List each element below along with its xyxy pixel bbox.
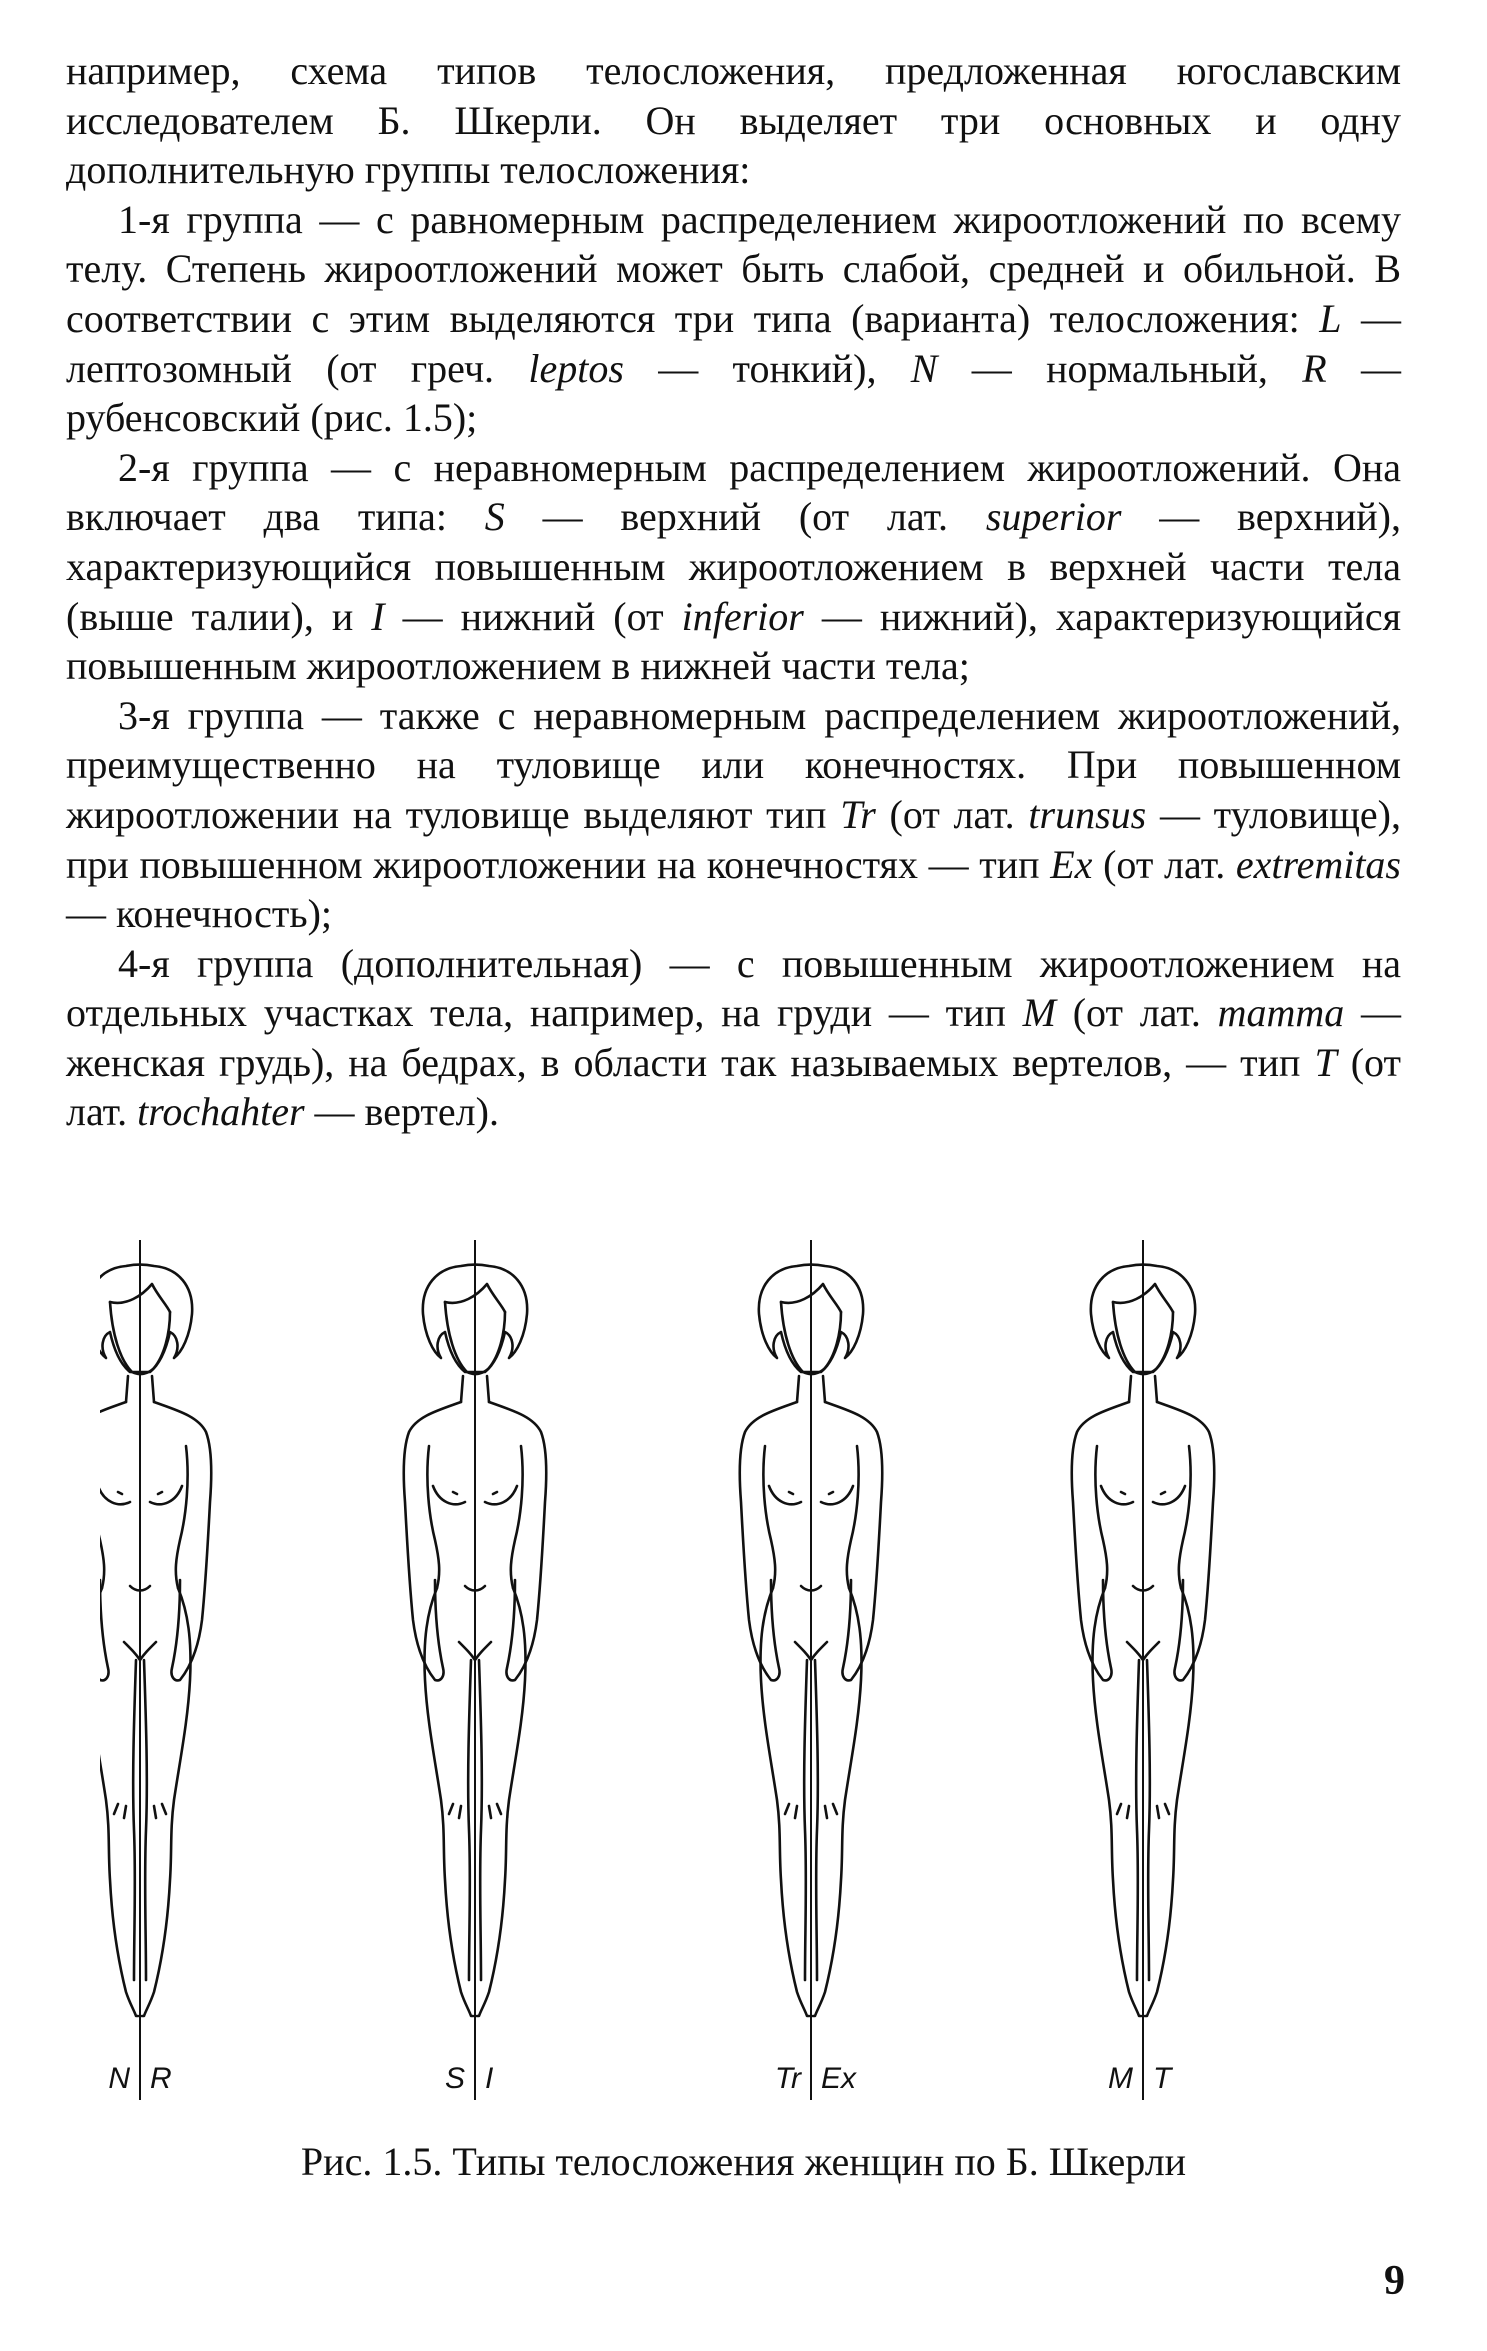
type-symbol-ex: Ex: [1050, 841, 1093, 887]
label-s: S: [444, 2062, 465, 2095]
text-run: (от лат.: [1092, 841, 1236, 887]
text-run: — верхний (от лат.: [504, 494, 986, 540]
page-number: 9: [1384, 2258, 1405, 2304]
type-symbol-t: T: [1314, 1039, 1337, 1085]
text-run: — верхний), характеризующийся повышенным жироотложением в верхней части тела (выше талии), и: [66, 494, 1401, 639]
figure-mamma-trochanter: [1072, 1240, 1214, 2100]
text-run: — женская грудь), на бедрах, в области так называемых вертелов, — тип: [66, 990, 1402, 1085]
label-i: I: [485, 2062, 494, 2095]
type-symbol-n: N: [910, 345, 938, 391]
term-leptos: leptos: [528, 345, 624, 391]
text-run: 3-я группа — также с неравномерным распределением жироотложений, преимущественно на туловище или конечностях. При повышенном жироотложении на туловище выделяют тип: [66, 692, 1401, 837]
term-inferior: inferior: [681, 593, 804, 639]
text-run: 1-я группа — с равномерным распределением жироотложений по всему телу. Степень жироотложений может быть слабой, средней и обильной. В соответствии с этим выделяются три типа (варианта) телосложения:: [66, 196, 1401, 341]
text-run: (от лат.: [875, 791, 1029, 837]
text-run: — нижний), характеризующийся повышенным жироотложением в нижней части тела;: [66, 593, 1401, 689]
body-types-figure: [100, 1240, 1400, 2100]
text-run: — рубенсовский (рис. 1.5);: [66, 345, 1401, 441]
term-extremitas: extremitas: [1235, 841, 1401, 887]
text-run: — лептозомный (от греч.: [66, 295, 1401, 391]
paragraph-group-3: [66, 691, 1401, 939]
label-m: M: [1108, 2062, 1133, 2095]
type-symbol-s: S: [484, 494, 505, 540]
text-run: — вертел).: [304, 1089, 499, 1135]
type-symbol-l: L: [1319, 295, 1342, 341]
text-run: — нормальный,: [937, 345, 1303, 391]
figure-superior-inferior: [404, 1240, 546, 2100]
paragraph-intro: например, схема типов телосложения, предложенная югославским исследователем Б. Шкерли. Он выделяет три основных и одну дополнительную группы телосложения:: [66, 48, 1401, 193]
text-run: — тонкий),: [623, 345, 911, 391]
type-symbol-tr: Tr: [840, 791, 876, 837]
figure-caption: Рис. 1.5. Типы телосложения женщин по Б. Шкерли: [300, 2139, 1187, 2184]
paragraph-group-1: [66, 195, 1401, 443]
body-text: [66, 46, 1401, 1137]
label-tr: Tr: [774, 2062, 801, 2095]
type-symbol-r: R: [1302, 345, 1327, 391]
paragraph-group-4: [66, 939, 1401, 1137]
label-ex: Ex: [821, 2062, 857, 2095]
text-run: — конечность);: [66, 891, 332, 937]
figure-normal-rubens: [100, 1240, 211, 2100]
type-symbol-m: M: [1022, 990, 1056, 1036]
label-r: R: [150, 2062, 172, 2095]
text-run: 2-я группа — с неравномерным распределением жироотложений. Она включает два типа:: [66, 444, 1401, 540]
text-run: (от лат.: [66, 1039, 1401, 1135]
text-run: — туловище), при повышенном жироотложении на конечностях — тип: [66, 791, 1401, 887]
term-trochahter: trochahter: [137, 1089, 305, 1135]
paragraph-group-2: [66, 443, 1401, 691]
text-run: — нижний (от: [384, 593, 682, 639]
text-run: 4-я группа (дополнительная) — с повышенным жироотложением на отдельных участках тела, например, на груди — тип: [66, 940, 1401, 1036]
figure-trunk-extremities: [740, 1240, 882, 2100]
female-silhouette: [100, 1265, 211, 2017]
type-symbol-i: I: [371, 593, 385, 639]
label-t: T: [1153, 2062, 1172, 2095]
term-superior: superior: [985, 494, 1122, 540]
term-mamma: mamma: [1217, 990, 1345, 1036]
text-run: (от лат.: [1055, 990, 1218, 1036]
term-trunsus: trunsus: [1028, 791, 1147, 837]
figure-drawing: [100, 1240, 1400, 2100]
label-n: N: [108, 2062, 130, 2095]
